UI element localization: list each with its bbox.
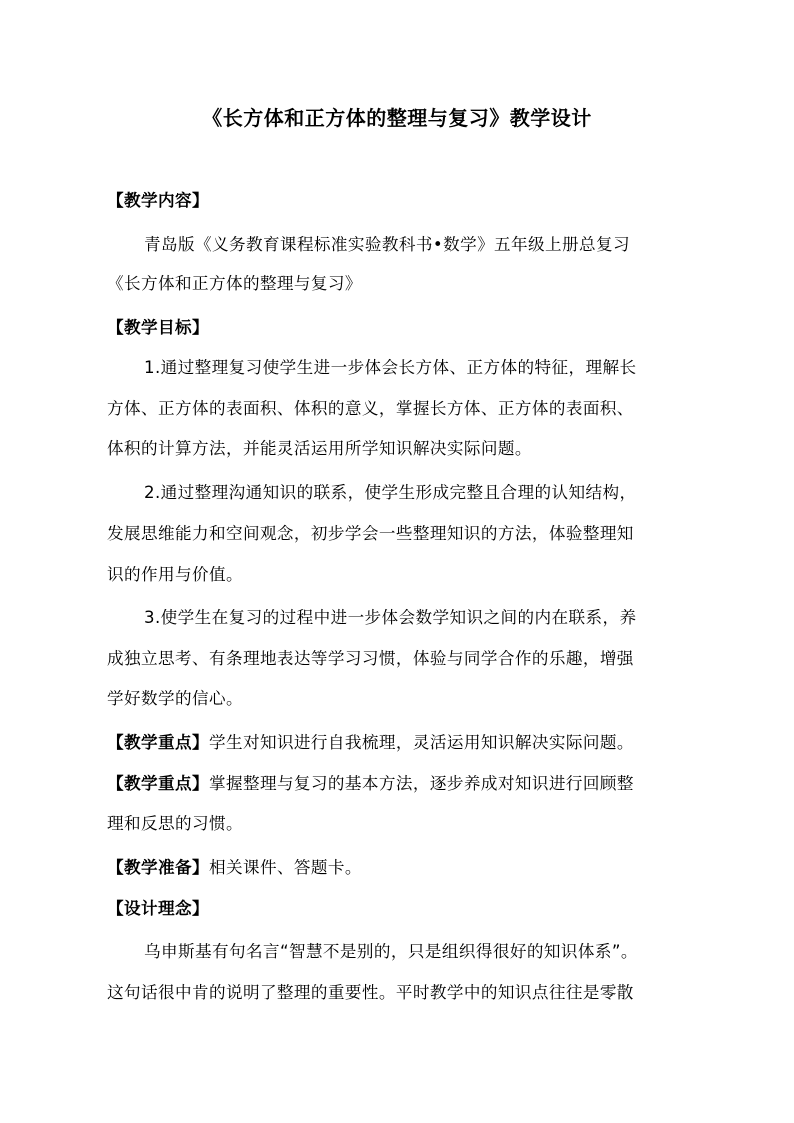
- document-title: 《长方体和正方体的整理与复习》教学设计: [202, 106, 592, 130]
- section-heading-concept: 【设计理念】: [107, 899, 209, 918]
- key-point-1-line: [107, 731, 707, 755]
- goal-1-line-2: 方体、正方体的表面积、体积的意义，掌握长方体、正方体的表面积、: [107, 399, 634, 418]
- prep-text: 相关课件、答题卡。: [208, 858, 362, 877]
- section-heading-goals: 【教学目标】: [107, 318, 209, 337]
- goal-3-line-3: 学好数学的信心。: [107, 689, 243, 708]
- goal-2-line-2: 发展思维能力和空间观念，初步学会一些整理知识的方法，体验整理知: [107, 524, 634, 543]
- goal-3-line-1: 3.使学生在复习的过程中进一步体会数学知识之间的内在联系，养: [144, 608, 637, 627]
- key-point-2-text-1: 掌握整理与复习的基本方法，逐步养成对知识进行回顾整: [208, 774, 634, 793]
- key-point-2-heading: 【教学重点】: [107, 774, 209, 793]
- goal-2-line-3: 识的作用与价值。: [107, 565, 243, 584]
- section-heading-content: 【教学内容】: [107, 191, 209, 210]
- concept-line-2: 这句话很中肯的说明了整理的重要性。平时教学中的知识点往往是零散: [107, 983, 634, 1002]
- key-point-1-text: 学生对知识进行自我梳理，灵活运用知识解决实际问题。: [208, 733, 634, 752]
- key-point-2-line-2: 理和反思的习惯。: [107, 814, 243, 833]
- goal-1-line-3: 体积的计算方法，并能灵活运用所学知识解决实际问题。: [107, 439, 532, 458]
- goal-1-line-1: 1.通过整理复习使学生进一步体会长方体、正方体的特征，理解长: [144, 358, 637, 377]
- concept-line-1: 乌申斯基有句名言“智慧不是别的，只是组织得很好的知识体系”。: [144, 942, 638, 961]
- goal-3-line-2: 成独立思考、有条理地表达等学习习惯，体验与同学合作的乐趣，增强: [107, 649, 634, 668]
- prep-line: [107, 856, 707, 880]
- key-point-1-heading: 【教学重点】: [107, 733, 209, 752]
- content-line-2: 《长方体和正方体的整理与复习》: [107, 274, 362, 293]
- goal-2-line-1: 2.通过整理沟通知识的联系，使学生形成完整且合理的认知结构，: [144, 483, 637, 502]
- content-line-1: 青岛版《义务教育课程标准实验教科书•数学》五年级上册总复习: [144, 235, 631, 254]
- prep-heading: 【教学准备】: [107, 858, 209, 877]
- key-point-2-line-1: [107, 772, 707, 796]
